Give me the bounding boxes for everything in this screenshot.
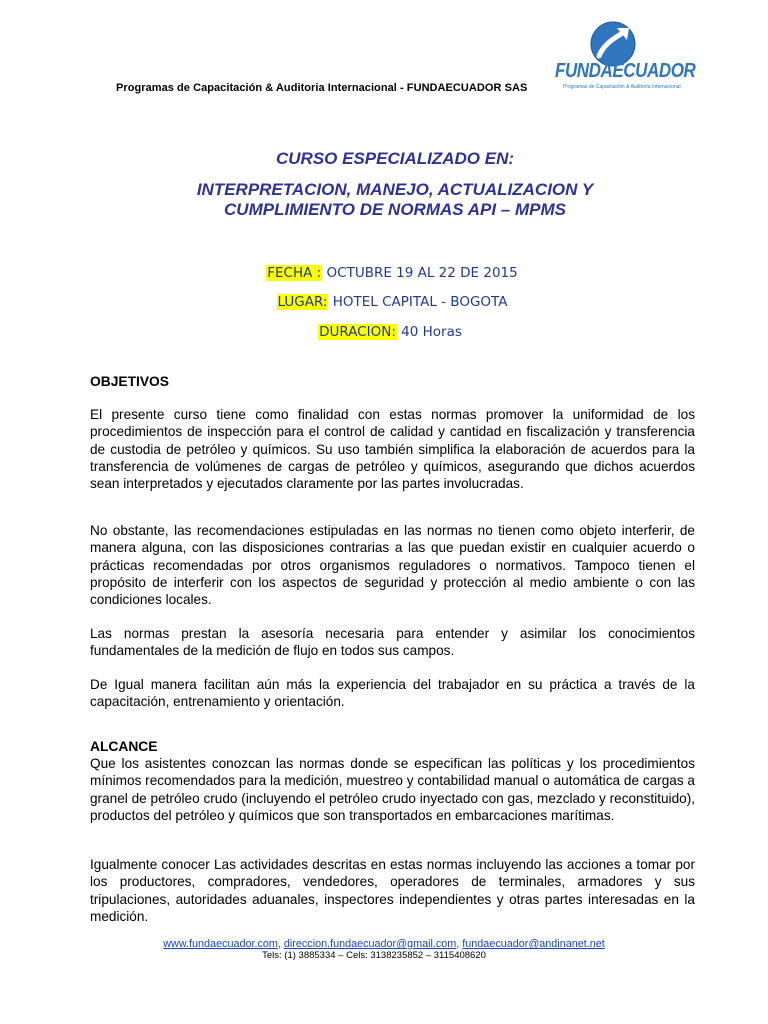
footer-separator: , bbox=[456, 938, 463, 950]
objetivos-paragraph-4: De Igual manera facilitan aún más la experiencia del trabajador en su práctica a través de la capacitación, entrenamiento y orientación. bbox=[90, 677, 695, 710]
email-link-direccion[interactable]: direccion.fundaecuador@gmail.com bbox=[283, 938, 457, 950]
course-name bbox=[22, 180, 768, 220]
alcance-heading: ALCANCE bbox=[90, 739, 158, 754]
fecha-value: OCTUBRE 19 AL 22 DE 2015 bbox=[326, 265, 518, 281]
fecha-label: FECHA : bbox=[267, 265, 322, 281]
email-link-andinanet[interactable]: fundaecuador@andinanet.net bbox=[462, 938, 605, 950]
lugar-label: LUGAR: bbox=[277, 294, 328, 310]
fecha-row bbox=[8, 265, 768, 281]
lugar-row bbox=[8, 294, 768, 310]
footer-separator: , bbox=[277, 938, 284, 950]
course-label: CURSO ESPECIALIZADO EN: bbox=[275, 149, 515, 168]
alcance-paragraph-2: Igualmente conocer Las actividades descritas en estas normas incluyendo las acciones a tomar por los productores, compradores, vendedores, operadores de terminales, armadores y sus tripulaciones, autoridades aduanales, inspectores independientes y otras partes interesadas en la medición. bbox=[90, 857, 695, 924]
logo-wordmark: FUNDAECUADOR bbox=[555, 60, 696, 82]
duracion-value: 40 Horas bbox=[401, 324, 462, 340]
course-name-line-1: INTERPRETACION, MANEJO, ACTUALIZACION Y bbox=[196, 180, 594, 199]
org-header-line: Programas de Capacitación & Auditoria Internacional - FUNDAECUADOR SAS bbox=[116, 82, 528, 94]
course-name-line-2: CUMPLIMIENTO DE NORMAS API – MPMS bbox=[224, 200, 566, 219]
footer bbox=[0, 938, 768, 961]
objetivos-paragraph-3: Las normas prestan la asesoría necesaria para entender y asimilar los conocimientos fundamentales de la medición de flujo en todos sus campos. bbox=[90, 626, 695, 659]
website-link[interactable]: www.fundaecuador.com bbox=[163, 938, 278, 950]
objetivos-paragraph-1: El presente curso tiene como finalidad con estas normas promover la uniformidad de los procedimientos de inspección para el control de calidad y cantidad en fiscalización y transferencia de custodia de petróleo y químicos. Su uso también simplifica la elaboración de acuerdos para la transferencia de volúmenes de cargas de petróleo y químicos, asegurando que dichos acuerdos sean interpretados y ejecutados claramente por las partes involucradas. bbox=[90, 407, 695, 492]
footer-phones: Tels: (1) 3885334 – Cels: 3138235852 – 3115408620 bbox=[262, 950, 486, 961]
alcance-paragraph-1: Que los asistentes conozcan las normas donde se especifican las políticas y los procedimientos mínimos recomendados para la medición, muestreo y contabilidad manual o automática de cargas a granel de petróleo crudo (incluyendo el petróleo crudo inyectado con gas, mezclado y reconstituido), productos del petróleo y químicos que son transportados en embarcaciones marítimas. bbox=[90, 756, 695, 823]
course-title-block bbox=[0, 149, 768, 220]
duracion-label: DURACION: bbox=[319, 324, 396, 340]
footer-links bbox=[0, 938, 768, 950]
lugar-value: HOTEL CAPITAL - BOGOTA bbox=[332, 294, 508, 310]
logo-tagline: Programas de Capacitación & Auditoría Internacional bbox=[563, 84, 681, 90]
objetivos-paragraph-2: No obstante, las recomendaciones estipuladas en las normas no tienen como objeto interferir, de manera alguna, con las disposiciones contrarias a las que puedan existir en cualquier acuerdo o prácticas recomendadas por otros organismos reguladores o normativos. Tampoco tienen el propósito de interferir con los aspectos de seguridad y protección al medio ambiente o con las condiciones locales. bbox=[90, 523, 695, 608]
objetivos-heading: OBJETIVOS bbox=[90, 374, 169, 389]
duracion-row bbox=[6, 324, 768, 340]
fundaecuador-logo bbox=[555, 20, 696, 98]
